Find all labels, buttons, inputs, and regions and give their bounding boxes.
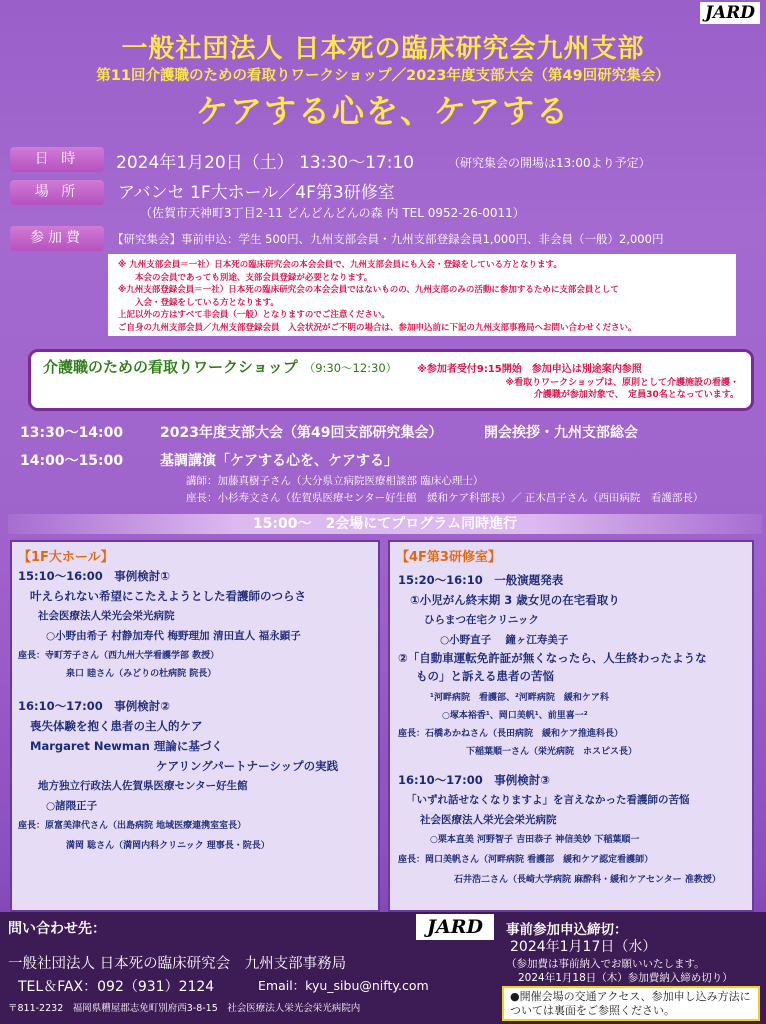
program-line: 座長：石橋あかねさん（長田病院 緩和ケア推進科長） bbox=[398, 729, 624, 739]
keynote-chair: 座長：小杉寿文さん（佐賀県医療センター好生館 緩和ケア科部長）／ 正木昌子さん（西田病院 看護部長） bbox=[186, 492, 704, 504]
workshop-reception: ※参加者受付9:15開始 参加申込は別途案内参照 bbox=[417, 364, 642, 375]
program-line: ¹河畔病院 看護部、²河畔病院 緩和ケア科 bbox=[430, 693, 609, 703]
program-line: もの」と訴える患者の苦悩 bbox=[416, 669, 554, 683]
venue-value: アバンセ 1F大ホール／4F第3研修室 bbox=[118, 183, 395, 203]
email[interactable]: Email：kyu_sibu@nifty.com bbox=[258, 978, 429, 993]
address: 〒811-2232 福岡県糟屋郡志免町別府西3-8-15 社会医療法人栄光会栄光病院内 bbox=[8, 1003, 361, 1014]
jard-logo-footer: JARD bbox=[416, 914, 494, 940]
date-note: （研究集会の開場は13:00より予定） bbox=[448, 156, 651, 170]
program-line: 座長：寺町芳子さん（西九州大学看護学部 教授） bbox=[18, 651, 220, 661]
program-line: ○塚本裕香¹、岡口美帆¹、前里喜一² bbox=[442, 711, 588, 721]
note-line: ご自身の九州支部会員／九州支部登録会員 入会状況がご不明の場合は、参加申込前に下記の九州支部事務局へお問い合わせください。 bbox=[118, 322, 637, 333]
deadline-label: 事前参加申込締切： bbox=[506, 922, 628, 938]
venue-address: （佐賀市天神町3丁目2-11 どんどんどんの森 内 TEL 0952-26-0011） bbox=[140, 206, 525, 220]
hall-heading: 【1F大ホール】 bbox=[18, 550, 114, 565]
program-line: ケアリングパートナーシップの実践 bbox=[156, 759, 339, 773]
member-notes bbox=[108, 254, 736, 336]
program-line: ○栗本直美 河野智子 吉田恭子 神信美妙 下稲葉順一 bbox=[430, 835, 640, 845]
program-line: 社会医療法人栄光会栄光病院 bbox=[420, 814, 557, 826]
jard-logo: JARD bbox=[700, 2, 760, 24]
program-line: Margaret Newman 理論に基づく bbox=[30, 739, 223, 753]
schedule-title: 2023年度支部大会（第49回支部研究集会） bbox=[160, 425, 443, 441]
room-heading: 【4F第3研修室】 bbox=[396, 550, 501, 565]
schedule-title: 基調講演「ケアする心を、ケアする」 bbox=[160, 453, 398, 469]
workshop-box bbox=[28, 349, 754, 411]
program-line: 「いずれ話せなくなりますよ」を言えなかった看護師の苦悩 bbox=[406, 794, 690, 806]
note-line: ※ 九州支部会員＝一社）日本死の臨床研究会の本会会員で、九州支部会員にも入会・登録をしている方となります。 bbox=[118, 260, 562, 270]
event-subtitle: 第11回介護職のための看取りワークショップ／2023年度支部大会（第49回研究集会） bbox=[96, 68, 670, 84]
contact-label: 問い合わせ先： bbox=[8, 921, 106, 937]
program-line: 15:10〜16:00 事例検討① bbox=[18, 569, 170, 583]
schedule-extra: 開会挨拶・九州支部総会 bbox=[484, 425, 638, 441]
program-line: 泉口 睦さん（みどりの杜病院 院長） bbox=[66, 669, 217, 679]
program-line: 下稲葉順一さん（栄光病院 ホスピス長） bbox=[466, 747, 638, 757]
room-panel bbox=[388, 540, 754, 912]
program-line: 地方独立行政法人佐賀県医療センター好生館 bbox=[38, 780, 248, 792]
note-line: 入会・登録をしている方となります。 bbox=[118, 297, 279, 308]
workshop-note-2: 介護職が参加対象で、 定員30名となっています。 bbox=[533, 390, 739, 400]
program-line: 16:10〜17:00 事例検討③ bbox=[398, 773, 550, 787]
program-line: 座長：岡口美帆さん（河畔病院 看護部 緩和ケア認定看護師） bbox=[398, 855, 654, 865]
program-line: ひらまつ在宅クリニック bbox=[424, 614, 539, 626]
deadline-note: （参加費は事前納入でお願いいたします。 bbox=[506, 958, 705, 970]
date-value: 2024年1月20日（土） 13:30〜17:10 bbox=[116, 153, 415, 173]
fee-value: 【研究集会】事前申込：学生 500円、九州支部会員・九州支部登録会員1,000円、非会員（一般）2,000円 bbox=[112, 232, 664, 246]
program-line: 叶えられない希望にこたえようとした看護師のつらさ bbox=[30, 589, 306, 603]
program-line: 座長：原富美津代さん（出島病院 地域医療連携室室長） bbox=[18, 821, 247, 831]
program-line: ①小児がん終末期 3 歳女児の在宅看取り bbox=[410, 593, 620, 607]
workshop-note-1: ※看取りワークショップは、原則として介護施設の看護・ bbox=[505, 378, 739, 388]
program-line: ②「自動車運転免許証が無くなったら、人生終わったような bbox=[398, 651, 707, 665]
workshop-title: 介護職のための看取りワークショップ bbox=[43, 358, 298, 376]
date-label: 日 時 bbox=[10, 147, 104, 172]
tel-fax: TEL＆FAX：092（931）2124 bbox=[18, 979, 215, 995]
deadline-date: 2024年1月17日（水） bbox=[510, 939, 657, 955]
note-line: 本会の会員であっても別途、支部会員登録が必要となります。 bbox=[118, 272, 373, 283]
program-line: ○諸隈正子 bbox=[46, 800, 98, 812]
schedule-time: 14:00〜15:00 bbox=[20, 453, 124, 469]
note-line: ※九州支部登録会員＝一社）日本死の臨床研究会の本会会員ではないものの、九州支部のみの活動に参加するために支部会員として bbox=[118, 285, 619, 295]
venue-label: 場 所 bbox=[10, 180, 104, 205]
workshop-time: （9:30〜12:30） bbox=[303, 361, 398, 375]
slogan: ケアする心を、ケアする bbox=[195, 92, 570, 130]
program-line: 満岡 聡さん（満岡内科クリニック 理事長・院長） bbox=[66, 841, 270, 851]
program-line: 石井浩二さん（長崎大学病院 麻酔科・緩和ケアセンター 准教授） bbox=[454, 875, 721, 885]
keynote-speaker: 講師：加藤真樹子さん（大分県立病院医療相談部 臨床心理士） bbox=[186, 475, 484, 487]
fee-label: 参加費 bbox=[10, 226, 104, 251]
program-line: 喪失体験を抱く患者の主人的ケア bbox=[30, 719, 203, 733]
program-line: ○小野直子 鐘ヶ江寿美子 bbox=[440, 634, 569, 646]
office-name: 一般社団法人 日本死の臨床研究会 九州支部事務局 bbox=[8, 956, 347, 972]
parallel-banner: 15:00〜 2会場にてプログラム同時進行 bbox=[8, 514, 762, 534]
hall-panel bbox=[10, 540, 380, 912]
access-note: ●開催会場の交通アクセス、参加申し込み方法については裏面をご参照ください。 bbox=[502, 986, 760, 1021]
program-line: 社会医療法人栄光会栄光病院 bbox=[38, 610, 175, 622]
program-line: ○小野由希子 村静加寿代 梅野理加 清田直人 福永顕子 bbox=[46, 630, 301, 642]
program-line: 15:20〜16:10 一般演題発表 bbox=[398, 573, 564, 587]
org-title: 一般社団法人 日本死の臨床研究会九州支部 bbox=[121, 34, 645, 64]
deadline-note: 2024年1月18日（木）参加費納入締め切り） bbox=[518, 972, 733, 984]
schedule-time: 13:30〜14:00 bbox=[20, 425, 124, 441]
note-line: 上記以外の方はすべて非会員（一般）となりますのでご注意ください。 bbox=[118, 310, 390, 320]
program-line: 16:10〜17:00 事例検討② bbox=[18, 699, 170, 713]
